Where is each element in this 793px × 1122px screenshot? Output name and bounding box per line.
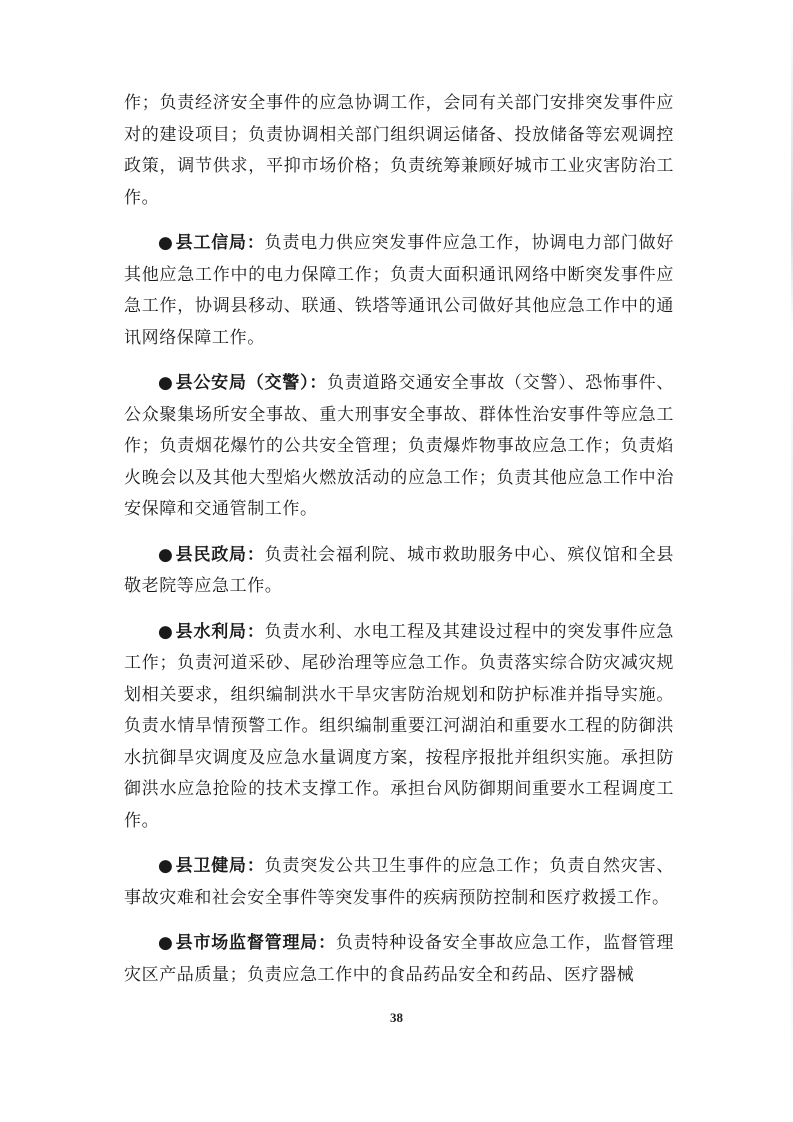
paragraph-text: 负责社会福利院、城市救助服务中心、殡仪馆和全县敬老院等应急工作。 — [124, 544, 674, 596]
agency-name: 县水利局： — [175, 621, 265, 642]
agency-name: 县市场监督管理局： — [175, 933, 336, 953]
paragraph-text: 负责电力供应突发事件应急工作，协调电力部门做好其他应急工作中的电力保障工作；负责大面积通讯网络中断突发事件应急工作，协调县移动、联通、铁塔等通讯公司做好其他应急工作中的通讯网络保障工作。 — [124, 233, 674, 348]
agency-name: 县卫健局： — [175, 856, 265, 876]
bullet-icon: ● — [158, 856, 174, 876]
agency-name: 县工信局： — [175, 233, 265, 253]
bullet-icon: ● — [158, 233, 174, 253]
agency-name: 县民政局： — [175, 544, 265, 565]
paragraph-shuili — [124, 617, 674, 838]
body-text — [124, 88, 674, 1005]
paragraph-minzheng — [124, 540, 674, 603]
paragraph-text: 负责道路交通安全事故（交警）、恐怖事件、公众聚集场所安全事故、重大刑事安全事故、群体性治安事件等应急工作；负责烟花爆竹的公共安全管理；负责爆炸物事故应急工作；负责焰火晚会以及其他大型焰火燃放活动的应急工作；负责其他应急工作中治安保障和交通管制工作。 — [124, 373, 675, 519]
agency-name: 县公安局（交警）： — [175, 373, 328, 393]
paragraph-text: 负责突发公共卫生事件的应急工作；负责自然灾害、事故灾难和社会安全事件等突发事件的疾病预防控制和医疗救援工作。 — [124, 856, 674, 908]
bullet-icon: ● — [158, 621, 174, 642]
paragraph-shichang — [124, 928, 674, 991]
paragraph-text: 作；负责经济安全事件的应急协调工作，会同有关部门安排突发事件应对的建设项目；负责协调相关部门组织调运储备、投放储备等宏观调控政策，调节供求，平抑市场价格；负责统筹兼顾好城市工业灾害防治工作。 — [124, 93, 674, 208]
paragraph-gongan — [124, 368, 674, 526]
paragraph-weijian — [124, 851, 674, 914]
paragraph-text: 负责特种设备安全事故应急工作，监督管理灾区产品质量；负责应急工作中的食品药品安全和药品、医疗器械 — [124, 933, 674, 985]
bullet-icon: ● — [158, 373, 174, 393]
bullet-icon: ● — [158, 933, 174, 953]
paragraph-text: 负责水利、水电工程及其建设过程中的突发事件应急工作；负责河道采砂、尾砂治理等应急工作。负责落实综合防灾减灾规划相关要求，组织编制洪水干旱灾害防治规划和防护标准并指导实施。负责水情旱情预警工作。组织编制重要江河湖泊和重要水工程的防御洪水抗御旱灾调度及应急水量调度方案，按程序报批并组织实施。承担防御洪水应急抢险的技术支撑工作。承担台风防御期间重要水工程调度工作。 — [124, 621, 674, 831]
page-number: 38 — [390, 1010, 403, 1025]
paragraph-gongxin — [124, 228, 674, 354]
paragraph-continuation — [124, 88, 674, 214]
bullet-icon: ● — [158, 544, 174, 565]
